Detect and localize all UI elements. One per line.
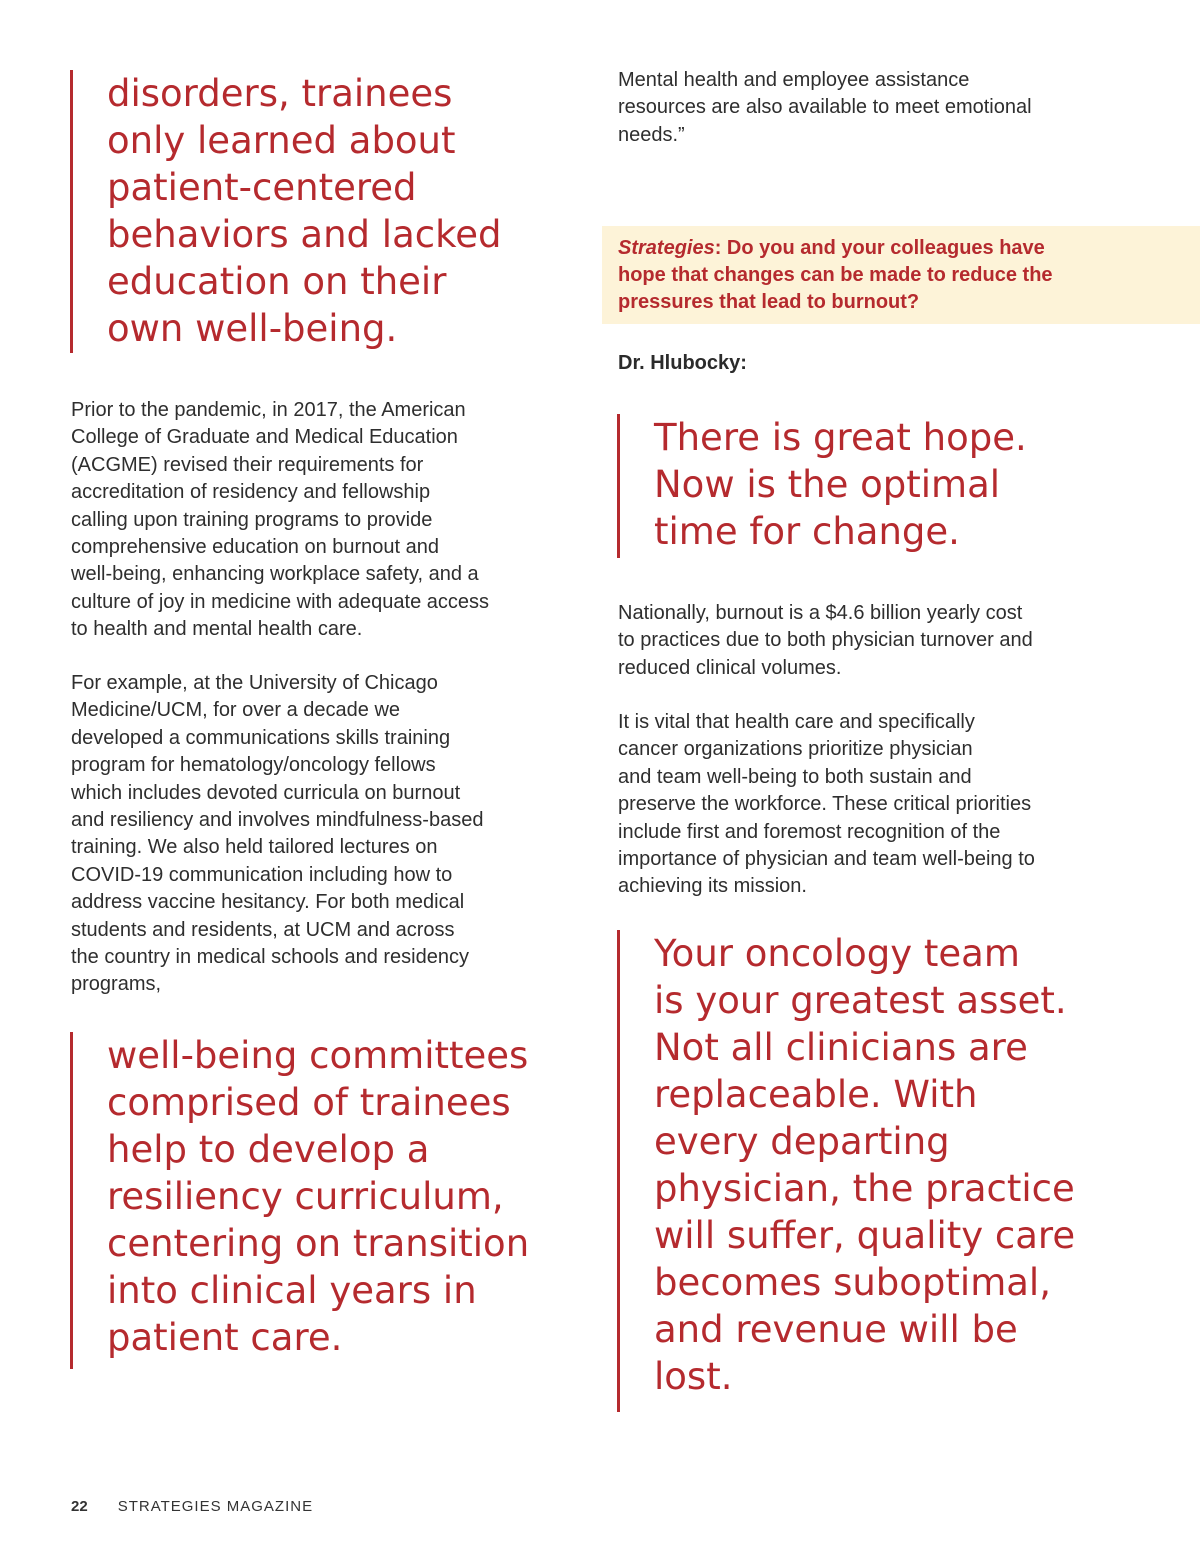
text-line: program for hematology/oncology fellows: [71, 754, 436, 777]
pull-quote-line: physician, the practice: [654, 1167, 1075, 1210]
pull-quote-line: comprised of trainees: [107, 1081, 511, 1124]
pull-quote-line: education on their: [107, 260, 447, 303]
page-number: 22: [71, 1498, 88, 1515]
text-line: well-being, enhancing workplace safety, and a: [71, 563, 479, 586]
text-line: needs.”: [618, 123, 685, 146]
pull-quote-line: behaviors and lacked: [107, 213, 502, 256]
paragraph-ucm-example: [71, 670, 483, 999]
text-line: comprehensive education on burnout and: [71, 536, 440, 559]
speaker-label: Dr. Hlubocky:: [618, 352, 747, 374]
pull-quote-line: well-being committees: [107, 1034, 529, 1077]
text-line: preserve the workforce. These critical priorities: [618, 793, 1032, 816]
text-line: students and residents, at UCM and across: [71, 918, 455, 941]
text-line: culture of joy in medicine with adequate access: [71, 590, 490, 613]
text-line: calling upon training programs to provide: [71, 508, 433, 531]
pull-quote-line: time for change.: [654, 510, 960, 553]
pull-quote-line: is your greatest asset.: [654, 979, 1067, 1022]
pull-quote-1: [70, 70, 501, 353]
callout-line: hope that changes can be made to reduce the: [618, 264, 1053, 286]
strategies-question-callout: [602, 226, 1200, 324]
pull-quote-line: Your oncology team: [654, 932, 1020, 975]
page-footer: [71, 1498, 313, 1515]
callout-line: pressures that lead to burnout?: [618, 291, 920, 313]
pull-quote-line: help to develop a: [107, 1128, 430, 1171]
pull-quote-line: will suffer, quality care: [654, 1214, 1076, 1257]
text-line: For example, at the University of Chicago: [71, 672, 438, 694]
text-line: College of Graduate and Medical Education: [71, 426, 458, 449]
pull-quote-line: becomes suboptimal,: [654, 1261, 1051, 1304]
text-line: importance of physician and team well-being to: [618, 848, 1035, 871]
callout-label: Strategies: [618, 237, 715, 259]
text-line: programs,: [71, 973, 162, 996]
callout-line: [618, 235, 1200, 262]
text-line: training. We also held tailored lectures on: [71, 836, 438, 859]
paragraph-mental-health: [618, 67, 1032, 149]
pull-quote-line: There is great hope.: [654, 416, 1027, 459]
pull-quote-2: [70, 1032, 529, 1369]
text-line: developed a communications skills training: [71, 726, 451, 749]
pull-quote-line: only learned about: [107, 119, 456, 162]
publication-name: STRATEGIES MAGAZINE: [117, 1498, 314, 1515]
text-line: Medicine/UCM, for over a decade we: [71, 699, 401, 722]
text-line: the country in medical schools and residency: [71, 946, 469, 969]
text-line: and team well-being to both sustain and: [618, 765, 972, 788]
pull-quote-line: own well-being.: [107, 307, 398, 350]
text-line: Nationally, burnout is a $4.6 billion yearly cost: [618, 602, 1023, 624]
text-line: Prior to the pandemic, in 2017, the American: [71, 399, 466, 421]
text-line: COVID-19 communication including how to: [71, 863, 453, 886]
pull-quote-line: replaceable. With: [654, 1073, 978, 1116]
pull-quote-line: patient-centered: [107, 166, 417, 209]
callout-text: : Do you and your colleagues have: [714, 237, 1045, 259]
text-line: It is vital that health care and specifically: [618, 711, 975, 733]
text-line: accreditation of residency and fellowship: [71, 481, 431, 504]
text-line: and resiliency and involves mindfulness-based: [71, 809, 484, 832]
text-line: which includes devoted curricula on burnout: [71, 781, 461, 804]
text-line: reduced clinical volumes.: [618, 656, 842, 679]
text-line: to health and mental health care.: [71, 618, 363, 641]
text-line: include first and foremost recognition of the: [618, 820, 1001, 843]
pull-quote-line: disorders, trainees: [107, 72, 453, 115]
pull-quote-line: patient care.: [107, 1316, 343, 1359]
pull-quote-3: [617, 414, 1027, 558]
pull-quote-line: every departing: [654, 1120, 950, 1163]
pull-quote-line: Now is the optimal: [654, 463, 1001, 506]
pull-quote-line: resiliency curriculum,: [107, 1175, 504, 1218]
text-line: cancer organizations prioritize physician: [618, 738, 973, 761]
text-line: Mental health and employee assistance: [618, 69, 970, 91]
pull-quote-line: into clinical years in: [107, 1269, 477, 1312]
text-line: (ACGME) revised their requirements for: [71, 453, 424, 476]
text-line: address vaccine hesitancy. For both medical: [71, 891, 465, 914]
pull-quote-line: and revenue will be: [654, 1308, 1018, 1351]
pull-quote-line: centering on transition: [107, 1222, 530, 1265]
paragraph-burnout-cost: [618, 600, 1033, 682]
text-line: achieving its mission.: [618, 875, 807, 898]
pull-quote-4: [617, 930, 1075, 1412]
paragraph-acgme: [71, 397, 489, 644]
paragraph-priorities: [618, 709, 1035, 901]
pull-quote-line: lost.: [654, 1355, 733, 1398]
text-line: to practices due to both physician turnover and: [618, 629, 1033, 652]
text-line: resources are also available to meet emotional: [618, 96, 1032, 119]
pull-quote-line: Not all clinicians are: [654, 1026, 1028, 1069]
